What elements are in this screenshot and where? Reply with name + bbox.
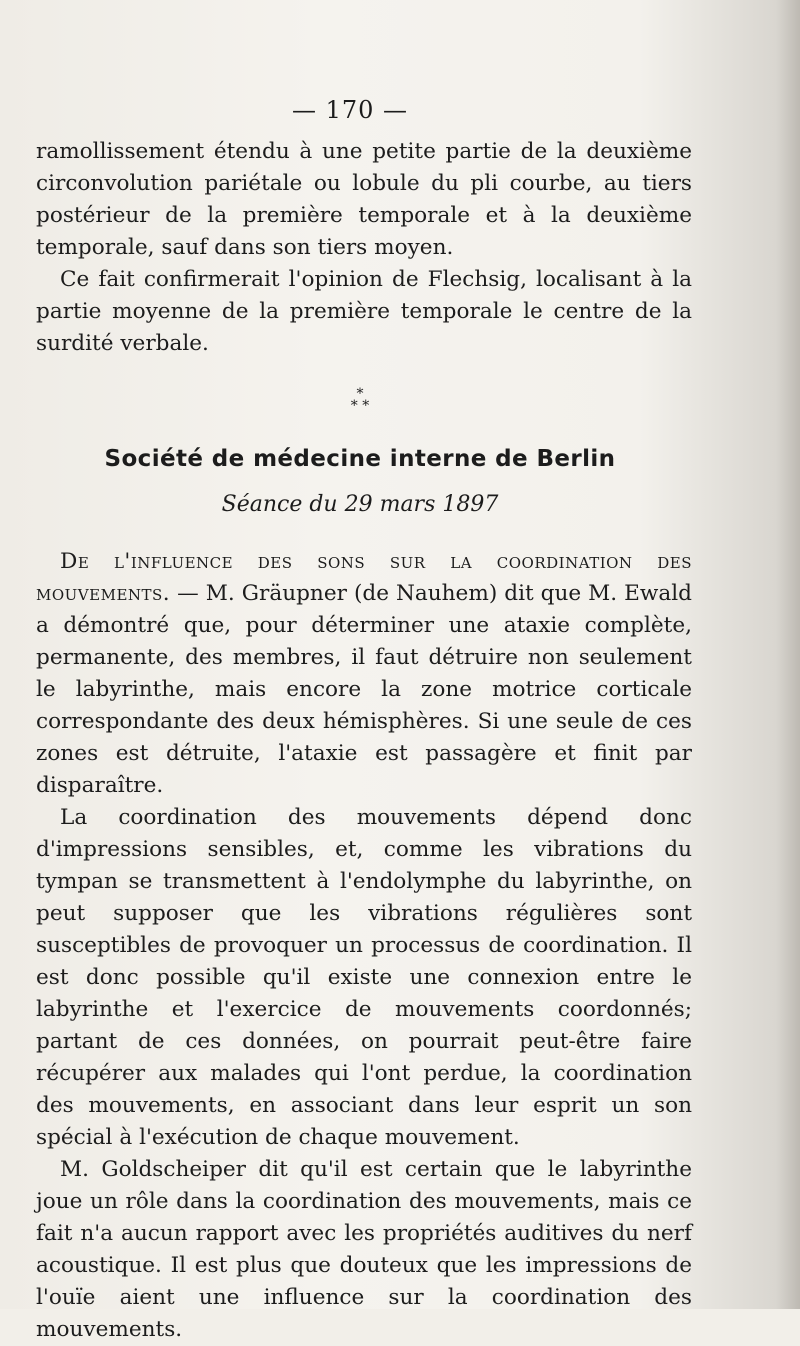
paragraph-flechsig: Ce fait confirmerait l'opinion de Flechsig, localisant à la partie moyenne de la première temporale le centre de la surdité verbale. [36,267,692,356]
page-number: — 170 — [291,96,409,124]
article-first-paragraph-body: M. Gräupner (de Nauhem) dit que M. Ewald a démontré que, pour déterminer une ataxie complète, permanente, des membres, il faut détruire non seulement le labyrinthe, mais encore la zone motrice corticale correspondante des deux hémisphères. Si une seule de ces zones est détruite, l'ataxie est passagère et finit par disparaître. [36,581,692,798]
article-text-block [36,546,692,1346]
asterism-separator [330,388,390,412]
article-first-paragraph [36,546,692,802]
section-title: Société de médecine interne de Berlin [104,446,616,472]
article-paragraph-coordination: La coordination des mouvements dépend donc d'impressions sensibles, et, comme les vibrations du tympan se transmettent à l'endolymphe du labyrinthe, on peut supposer que les vibrations régulières sont susceptibles de provoquer un processus de coordination. Il est donc possible qu'il existe une connexion entre le labyrinthe et l'exercice de mouvements coordonnés; partant de ces données, on pourrait peut-être faire récupérer aux malades qui l'ont perdue, la coordination des mouvements, en associant dans leur esprit un son spécial à l'exécution de chaque mouvement. [36,805,692,1150]
paragraph-continuation: ramollissement étendu à une petite partie de la deuxième circonvolution pariétale ou lobule du pli courbe, au tiers postérieur de la première temporale et à la deuxième temporale, sauf dans son tiers moyen. [36,139,692,260]
asterism-bottom: * * [350,398,370,414]
article-heading: De l'influence des sons sur la coordination des mouvements. [36,549,692,606]
article-dash: — [170,581,206,606]
session-date: Séance du 29 mars 1897 [221,492,499,517]
top-text-block [36,136,692,360]
article-paragraph-goldscheiper: M. Goldscheiper dit qu'il est certain que le labyrinthe joue un rôle dans la coordination des mouvements, mais ce fait n'a aucun rapport avec les propriétés auditives du nerf acoustique. Il est plus que douteux que les impressions de l'ouïe aient une influence sur la coordination des mouvements. [36,1157,692,1342]
asterism-top: * [356,386,364,402]
